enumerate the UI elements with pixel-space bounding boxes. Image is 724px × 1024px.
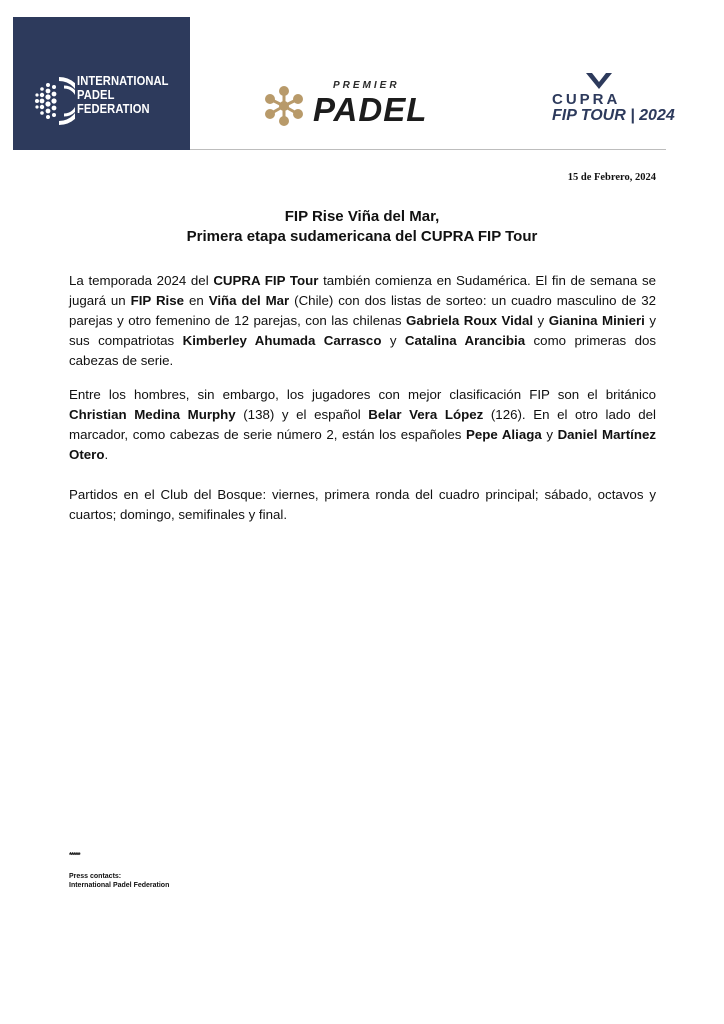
text-run: Entre los hombres, sin embargo, los jugadores con mejor clasificación FIP son el británico: [69, 387, 656, 402]
bold-run: Belar Vera López: [368, 407, 484, 422]
press-contacts-org: International Padel Federation: [69, 882, 170, 889]
ipf-logo-text: [77, 74, 172, 116]
bold-run: Christian Medina Murphy: [69, 407, 236, 422]
text-run: (Chile) con dos listas de sorteo: un cuadro masculino de 32 parejas y otro femenino de 12 parejas, con las chilenas: [69, 293, 656, 328]
bold-run: Pepe Aliaga: [465, 427, 542, 442]
padel-label: PADEL: [313, 91, 428, 128]
ipf-logo-line: FEDERATION: [77, 101, 150, 116]
text-run: en: [184, 293, 209, 308]
title-line-2: Primera etapa sudamericana del CUPRA FIP Tour: [186, 228, 538, 245]
end-marker: *****: [69, 851, 80, 860]
ipf-logo-line: PADEL: [77, 87, 115, 102]
bold-run: CUPRA FIP Tour: [213, 273, 319, 288]
ipf-ball-icon: [31, 73, 75, 129]
paragraph-1: [69, 271, 656, 371]
text-run: La temporada 2024 del: [69, 273, 214, 288]
text-run: como primeras dos cabezas de serie.: [69, 333, 657, 368]
bold-run: Daniel Martínez Otero: [69, 427, 656, 462]
release-date: 15 de Febrero, 2024: [567, 172, 656, 183]
header-divider: [190, 149, 666, 150]
bold-run: Gabriela Roux Vidal: [406, 313, 534, 328]
text-run: y: [381, 333, 405, 348]
header: [13, 17, 675, 150]
text-run: y: [533, 313, 549, 328]
text-run: y: [541, 427, 558, 442]
premier-padel-flower-icon: [261, 83, 307, 129]
ipf-logo-line: INTERNATIONAL: [77, 73, 169, 88]
paragraph-3: [69, 485, 656, 525]
fip-tour-year: FIP TOUR | 2024: [552, 107, 675, 124]
press-contacts: [69, 872, 169, 890]
premier-label: PREMIER: [333, 80, 400, 91]
press-contacts-label: Press contacts:: [69, 873, 122, 880]
ipf-logo: [13, 17, 190, 150]
bold-run: Kimberley Ahumada Carrasco: [182, 333, 382, 348]
cupra-fip-tour-logo: [548, 71, 675, 151]
bold-run: Gianina Minieri: [548, 313, 645, 328]
text-run: también comienza en Sudamérica. El fin de semana se jugará un: [69, 273, 656, 308]
title-line-1: FIP Rise Viña del Mar,: [284, 208, 440, 225]
text-run: y sus compatriotas: [69, 313, 656, 348]
bold-run: FIP Rise: [130, 293, 185, 308]
bold-run: Catalina Arancibia: [404, 333, 526, 348]
text-run: (126). En el otro lado del marcador, como cabezas de serie número 2, están los españoles: [69, 407, 657, 442]
text-run: .: [104, 447, 109, 462]
text-run: Partidos en el Club del Bosque: viernes, primera ronda del cuadro principal; sábado, octavos y cuartos; domingo, semifinales y final.: [69, 487, 656, 522]
text-run: (138) y el español: [235, 407, 369, 422]
premier-padel-logo: [261, 77, 471, 147]
cupra-tribal-icon: [584, 71, 614, 91]
bold-run: Viña del Mar: [208, 293, 290, 308]
cupra-wordmark: CUPRA: [552, 91, 621, 108]
paragraph-2: [69, 385, 656, 465]
